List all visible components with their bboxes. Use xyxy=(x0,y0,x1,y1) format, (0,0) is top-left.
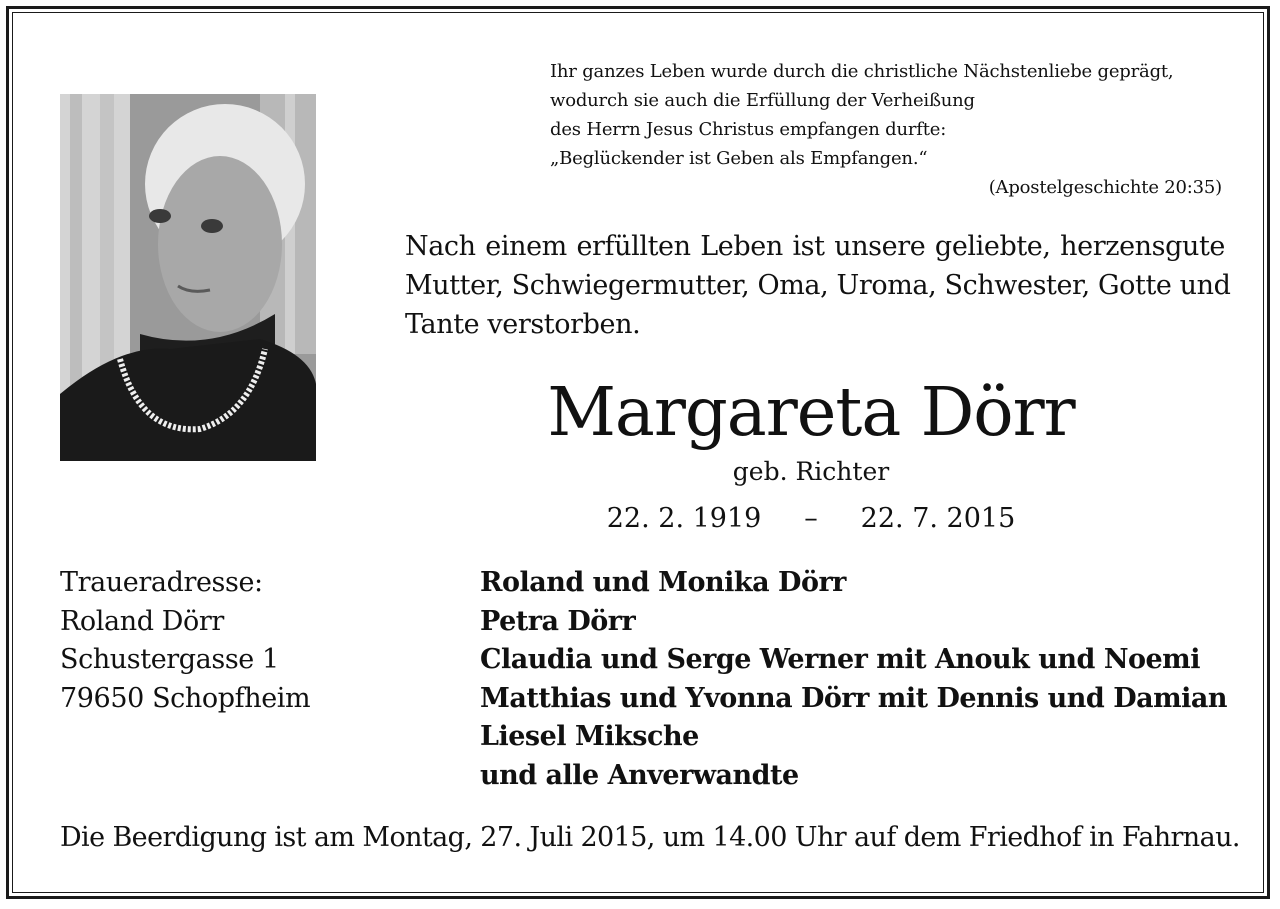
quote-line-3: des Herrn Jesus Christus empfangen durfte: xyxy=(550,119,947,140)
mourner-line: Matthias und Yvonna Dörr mit Dennis und Damian xyxy=(480,682,1228,714)
death-date: 22. 7. 2015 xyxy=(860,503,1016,534)
mourner-line: Liesel Miksche xyxy=(480,721,699,752)
address-city: 79650 Schopfheim xyxy=(60,682,311,714)
life-dates xyxy=(405,500,1217,538)
address-street: Schustergasse 1 xyxy=(60,644,279,675)
quote-line-1: Ihr ganzes Leben wurde durch die christliche Nächstenliebe geprägt, xyxy=(550,61,1174,82)
mourner-line: Claudia und Serge Werner mit Anouk und Noemi xyxy=(480,644,1201,675)
mourning-address xyxy=(60,564,440,718)
deceased-name: Margareta Dörr xyxy=(547,373,1075,451)
announcement-line-1: Nach einem erfüllten Leben ist unsere geliebte, herzensgute xyxy=(405,231,1225,262)
address-label: Traueradresse: xyxy=(60,567,263,598)
date-dash: – xyxy=(804,503,818,534)
maiden-name: geb. Richter xyxy=(732,457,890,486)
mourner-line: und alle Anverwandte xyxy=(480,759,799,791)
announcement-line-2: Mutter, Schwiegermutter, Oma, Uroma, Schwester, Gotte und xyxy=(405,270,1231,301)
quote-line-4: „Beglückender ist Geben als Empfangen.“ xyxy=(550,148,928,169)
birth-date: 22. 2. 1919 xyxy=(606,503,762,534)
address-name: Roland Dörr xyxy=(60,605,224,637)
quote-reference: (Apostelgeschichte 20:35) xyxy=(988,177,1222,198)
death-announcement xyxy=(405,227,1231,344)
quote-line-2: wodurch sie auch die Erfüllung der Verheißung xyxy=(550,90,975,111)
portrait-photo xyxy=(60,94,316,461)
mourner-line: Roland und Monika Dörr xyxy=(480,567,846,598)
mourners-list xyxy=(480,564,1230,795)
announcement-line-3: Tante verstorben. xyxy=(405,309,641,340)
funeral-notice: Die Beerdigung ist am Montag, 27. Juli 2015, um 14.00 Uhr auf dem Friedhof in Fahrnau. xyxy=(60,822,1240,853)
bible-quote xyxy=(550,57,1222,202)
mourner-line: Petra Dörr xyxy=(480,605,636,637)
